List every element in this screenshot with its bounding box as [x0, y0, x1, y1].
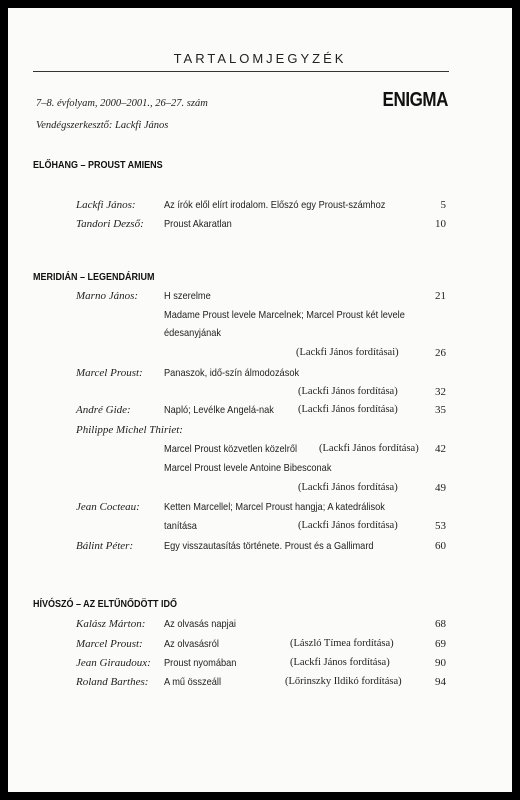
toc-entry	[8, 290, 512, 308]
entry-title: édesanyjának	[164, 327, 222, 339]
entry-translator: (Lackfi János fordítása)	[298, 520, 398, 531]
guest-editor-line: Vendégszerkesztő: Lackfi János	[36, 120, 169, 131]
entry-title: Az írók elől elírt irodalom. Előszó egy Proust-számhoz	[164, 199, 386, 211]
toc-entry	[8, 386, 512, 404]
toc-entry	[8, 404, 512, 422]
entry-page: 69	[435, 638, 446, 650]
entry-author: Bálint Péter:	[76, 540, 134, 552]
entry-title: Proust nyomában	[164, 657, 237, 669]
toc-entry	[8, 676, 512, 694]
entry-page: 21	[435, 290, 446, 302]
entry-title: A mű összeáll	[164, 676, 222, 688]
toc-entry	[8, 218, 512, 236]
entry-page: 10	[435, 218, 446, 230]
section-title: HÍVÓSZÓ – AZ ELTŰNŐDÖTT IDŐ	[33, 599, 177, 610]
toc-entry	[8, 482, 512, 500]
entry-author: Kalász Márton:	[76, 618, 146, 630]
entry-author: Tandori Dezső:	[76, 218, 144, 230]
entry-title: Az olvasásról	[164, 638, 219, 650]
entry-translator: (Lackfi János fordítása)	[319, 443, 419, 454]
entry-page: 60	[435, 540, 446, 552]
title-rule	[33, 71, 449, 72]
section-title: ELŐHANG – PROUST AMIENS	[33, 160, 163, 171]
entry-author: Philippe Michel Thiriet:	[76, 424, 183, 436]
toc-entry	[8, 638, 512, 656]
entry-page: 94	[435, 676, 446, 688]
toc-entry	[8, 520, 512, 538]
entry-title: Proust Akaratlan	[164, 218, 232, 230]
entry-translator: (Lőrinszky Ildikó fordítása)	[285, 676, 402, 687]
entry-author: Jean Cocteau:	[76, 501, 140, 513]
toc-entry	[8, 347, 512, 365]
toc-entry	[8, 199, 512, 217]
entry-translator: (Lackfi János fordítása)	[290, 657, 390, 668]
entry-author: Roland Barthes:	[76, 676, 149, 688]
entry-translator: (Lackfi János fordítása)	[298, 482, 398, 493]
entry-title: tanítása	[164, 520, 197, 532]
entry-author: Marcel Proust:	[76, 638, 143, 650]
entry-page: 90	[435, 657, 446, 669]
entry-author: Jean Giraudoux:	[76, 657, 151, 669]
toc-entry	[8, 443, 512, 461]
toc-entry	[8, 424, 512, 442]
entry-title: Ketten Marcellel; Marcel Proust hangja; A katedrálisok	[164, 501, 385, 513]
entry-author: Marno János:	[76, 290, 139, 302]
entry-title: Marcel Proust levele Antoine Bibesconak	[164, 462, 332, 474]
entry-page: 26	[435, 347, 446, 359]
entry-translator: (Lackfi János fordítása)	[298, 404, 398, 415]
toc-entry	[8, 327, 512, 345]
entry-title: Madame Proust levele Marcelnek; Marcel Proust két levele	[164, 309, 405, 321]
entry-title: Marcel Proust közvetlen közelről	[164, 443, 298, 455]
section-title: MERIDIÁN – LEGENDÁRIUM	[33, 272, 155, 283]
entry-author: André Gide:	[76, 404, 131, 416]
toc-entry	[8, 657, 512, 675]
toc-entry	[8, 462, 512, 480]
entry-translator: (Lackfi János fordítása)	[298, 386, 398, 397]
entry-page: 49	[435, 482, 446, 494]
entry-title: Panaszok, idő-szín álmodozások	[164, 367, 300, 379]
entry-page: 68	[435, 618, 446, 630]
entry-translator: (Lackfi János fordításai)	[296, 347, 399, 358]
entry-title: Egy visszautasítás története. Proust és a Gallimard	[164, 540, 374, 552]
toc-entry	[8, 367, 512, 385]
journal-name: ENIGMA	[382, 89, 448, 111]
entry-page: 53	[435, 520, 446, 532]
page-title: TARTALOMJEGYZÉK	[173, 51, 347, 66]
entry-author: Lackfi János:	[76, 199, 136, 211]
entry-page: 5	[440, 199, 446, 211]
entry-page: 32	[435, 386, 446, 398]
entry-title: Napló; Levélke Angelá-nak	[164, 404, 274, 416]
entry-page: 35	[435, 404, 446, 416]
entry-title: Az olvasás napjai	[164, 618, 236, 630]
toc-entry	[8, 540, 512, 558]
issue-line: 7–8. évfolyam, 2000–2001., 26–27. szám	[36, 98, 208, 109]
toc-entry	[8, 309, 512, 327]
contents-page	[8, 8, 512, 792]
entry-page: 42	[435, 443, 446, 455]
entry-author: Marcel Proust:	[76, 367, 143, 379]
toc-entry	[8, 501, 512, 519]
toc-entry	[8, 618, 512, 636]
entry-title: H szerelme	[164, 290, 211, 302]
entry-translator: (László Tímea fordítása)	[290, 638, 394, 649]
